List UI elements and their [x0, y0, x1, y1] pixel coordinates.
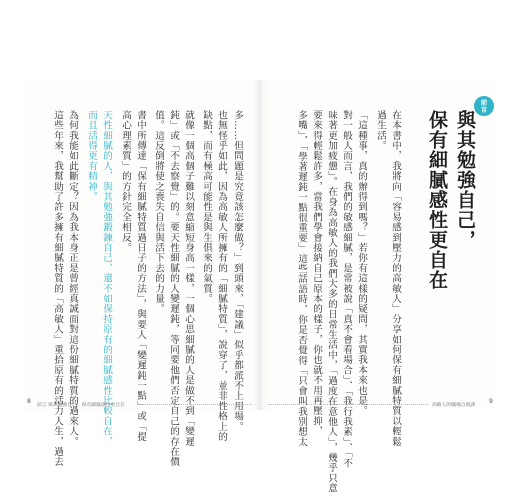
page-number-right: 9 — [489, 398, 493, 405]
body-column: 過生活。 — [375, 110, 386, 151]
body-column: 書中所傳達「保有細膩特質過日子的方法」，與要人「變遲鈍一點」或「提 — [135, 110, 146, 442]
body-column: 就像一個高個子難以刻意縮短身高一樣，一個心思細膩的人是做不到「變遲 — [183, 110, 194, 447]
body-column: 這些年來，我幫助了許多擁有細膩特質的「高敏人」重拾原有的活力人生，過去 — [52, 110, 63, 467]
footer-divider-right — [268, 404, 428, 405]
footer-divider-left — [140, 404, 252, 405]
running-footer-left: 前言 與其勉強自己，保有細膩感性更自在 — [37, 403, 125, 408]
highlight-column: 天性細膩的人，與其勉強鍛鍊自己，還不如保持原有的細膩感性比較自在， — [101, 110, 112, 447]
page-number-left: 8 — [27, 398, 31, 405]
body-column: 味著更加疲憊」。在身為高敏人的我們大多的日常生活中，「過度在意他人」，幾乎只意 — [326, 110, 337, 494]
body-column: 鈍」或「不去察覺」的。要天性細膩的人變遲鈍，等同要他們否定自己的存在價 — [168, 110, 179, 467]
body-column: 值。這反倒將使之喪失自信與活下去的力量。 — [153, 110, 164, 314]
preface-badge: 前言 — [474, 96, 494, 116]
body-column: 為何我能如此斷定？因為我本身正是曾經真誠面對這份細膩特質的過來人。 — [67, 110, 78, 447]
body-column: 也無怪乎如此，因為高敏人所擁有的「細膩特質」，說穿了，並非性格上的 — [216, 110, 227, 442]
body-column: 要來得輕鬆許多，當我們學會接納自己原本的樣子，你也就不用再壓抑， — [311, 110, 322, 437]
body-column: 「這種事，真的辦得到嗎？」若你有這樣的疑問，其實我本來也是。 — [356, 110, 367, 416]
body-column: 缺點，而有極高可能性是與生俱來的氣質。 — [201, 110, 212, 304]
chapter-title-line-2: 保有細膩感性更自在 — [426, 110, 448, 290]
body-column: 多嘴」，「學著遲鈍一點很重要」這些話語時，你是否覺得「只會叫我別想太 — [296, 110, 307, 448]
body-column: 高心理素質」的方針完全相反。 — [120, 110, 131, 253]
body-column: 對一般人而言，我們的敏感細膩，是常被說「真不會看場合」、「我行我素」、「不 — [341, 110, 352, 469]
highlight-column: 而且活得更有精神。 — [86, 110, 97, 202]
running-footer-right: 高敏人的職場自救課 — [432, 403, 476, 408]
body-column: 在本書中，我將向「容易感到壓力的高敏人」分享如何保有細膩特質以輕鬆 — [390, 110, 401, 447]
body-column: 多……但問題是究竟該怎麼做？」到頭來，「建議」似乎都派不上用場。 — [232, 110, 243, 432]
chapter-title-line-1: 與其勉強自己， — [454, 110, 476, 250]
